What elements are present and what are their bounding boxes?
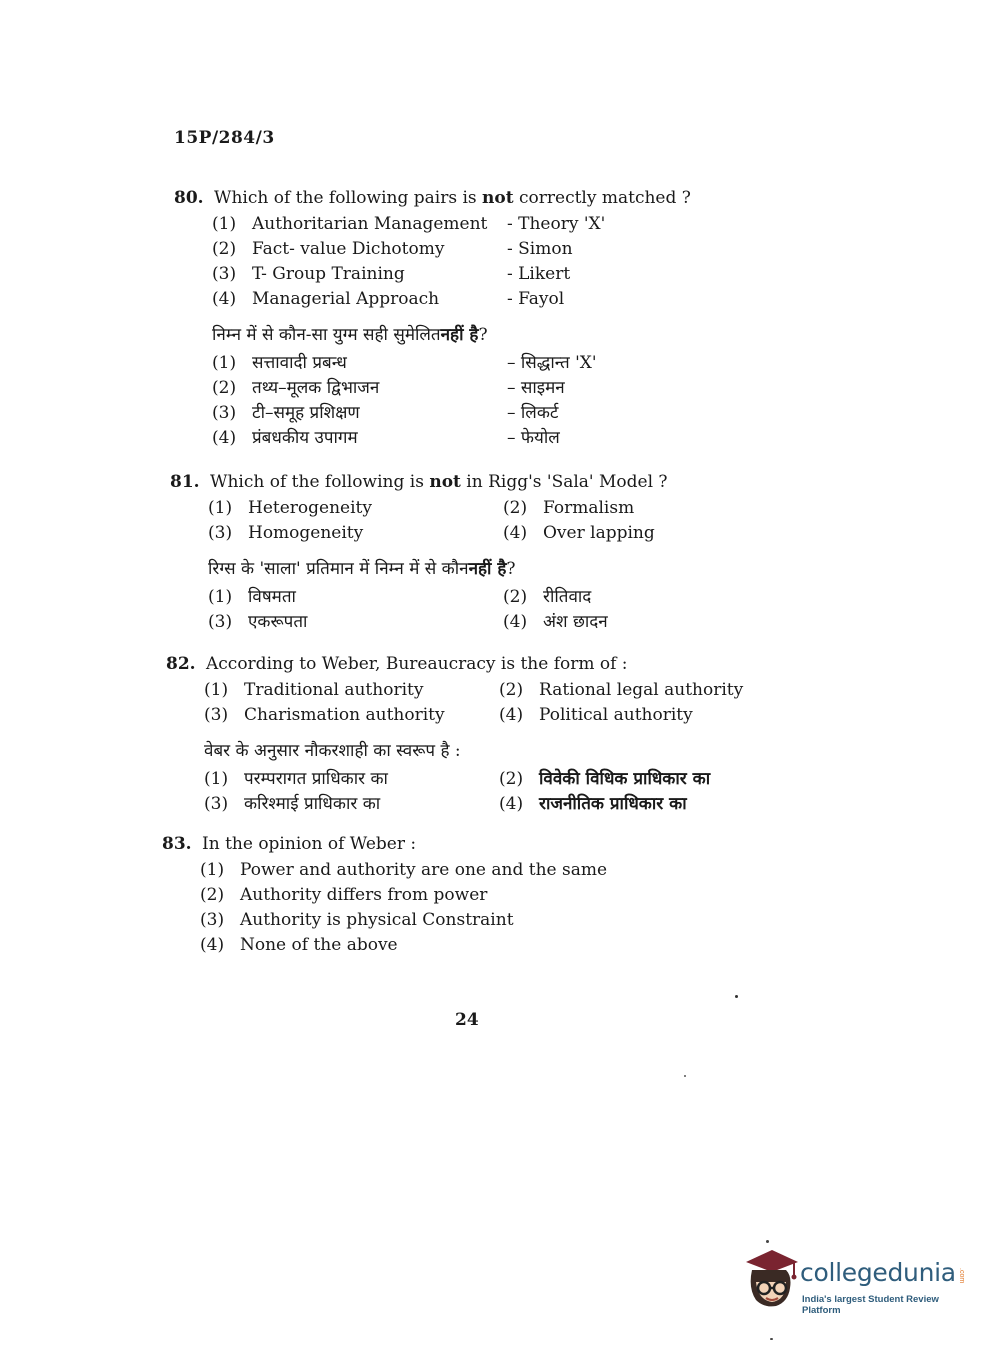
option-item: (3) Homogeneity [208,523,364,543]
question-text: Which of the following pairs is not correctly matched ? [214,188,691,208]
pair-item: (3) T- Group Training - Likert [212,264,571,284]
option-item-hindi: (3) करिश्माई प्राधिकार का [204,794,381,814]
scan-speck [770,1338,773,1340]
pair-item-hindi: (3) टी–समूह प्रशिक्षण – लिकर्ट [212,403,559,423]
question-number: 83. [162,834,192,854]
pair-item: (2) Fact- value Dichotomy - Simon [212,239,573,259]
question-80-hindi-stem: निम्न में से कौन-सा युग्म सही सुमेलित नहीं है ? [212,325,488,345]
pair-item-hindi: (2) तथ्य–मूलक द्विभाजन – साइमन [212,378,565,398]
pair-item-hindi: (4) प्रंबधकीय उपागम – फेयोल [212,428,560,448]
option-item-hindi: (2) रीतिवाद [503,587,592,607]
emphasis-not: not [482,188,514,208]
option-item-hindi: (1) परम्परागत प्राधिकार का [204,769,388,789]
question-number: 81. [170,472,200,492]
question-number: 82. [166,654,196,674]
collegedunia-logo [742,1248,972,1318]
pair-item: (1) Authoritarian Management - Theory 'X' [212,214,606,234]
paper-code: 15P/284/3 [174,128,275,148]
question-80 [174,188,691,450]
scan-speck [684,1075,686,1077]
question-80-pairs [212,214,691,450]
option-item-hindi: (1) विषमता [208,587,296,607]
question-82-stem [166,654,759,680]
option-item: (2) Rational legal authority [499,680,744,700]
pair-item-hindi: (1) सत्तावादी प्रबन्ध – सिद्धान्त 'X' [212,353,597,373]
brand-tagline: India's largest Student Review Platform [802,1294,939,1316]
option-item: (4) Political authority [499,705,693,725]
question-text: According to Weber, Bureaucracy is the form of : [206,654,628,674]
option-item: (4) None of the above [200,935,398,955]
question-83 [162,834,607,960]
option-item: (3) Charismation authority [204,705,445,725]
brand-name: collegedunia [800,1258,956,1287]
question-82 [166,654,759,816]
option-item-hindi: (2) विवेकी विधिक प्राधिकार का [499,769,711,789]
page-number: 24 [455,1010,479,1030]
option-item-hindi: (4) राजनीतिक प्राधिकार का [499,794,687,814]
question-83-options [200,860,607,960]
question-81 [170,472,763,634]
brand-dotcom: .com [958,1268,965,1284]
option-item: (2) Authority differs from power [200,885,488,905]
question-text: In the opinion of Weber : [202,834,417,854]
question-81-stem [170,472,763,498]
mascot-icon [742,1248,802,1314]
option-item: (1) Heterogeneity [208,498,372,518]
scan-speck [766,1240,769,1243]
option-item-hindi: (3) एकरूपता [208,612,308,632]
pair-item: (4) Managerial Approach - Fayol [212,289,565,309]
question-number: 80. [174,188,204,208]
option-item-hindi: (4) अंश छादन [503,612,608,632]
option-item: (2) Formalism [503,498,635,518]
question-81-hindi-stem: रिग्स के 'साला' प्रतिमान में निम्न में से कौन नहीं है ? [208,559,516,579]
option-item: (1) Power and authority are one and the same [200,860,608,880]
option-item: (3) Authority is physical Constraint [200,910,514,930]
option-item: (1) Traditional authority [204,680,424,700]
question-text: Which of the following is not in Rigg's 'Sala' Model ? [210,472,668,492]
emphasis-not: not [429,472,461,492]
question-82-hindi-stem: वेबर के अनुसार नौकरशाही का स्वरूप है : [204,741,461,761]
scan-speck [735,995,738,998]
question-82-options [204,680,759,816]
question-83-stem [162,834,607,860]
option-item: (4) Over lapping [503,523,655,543]
question-81-options [208,498,763,634]
question-80-stem [174,188,691,214]
